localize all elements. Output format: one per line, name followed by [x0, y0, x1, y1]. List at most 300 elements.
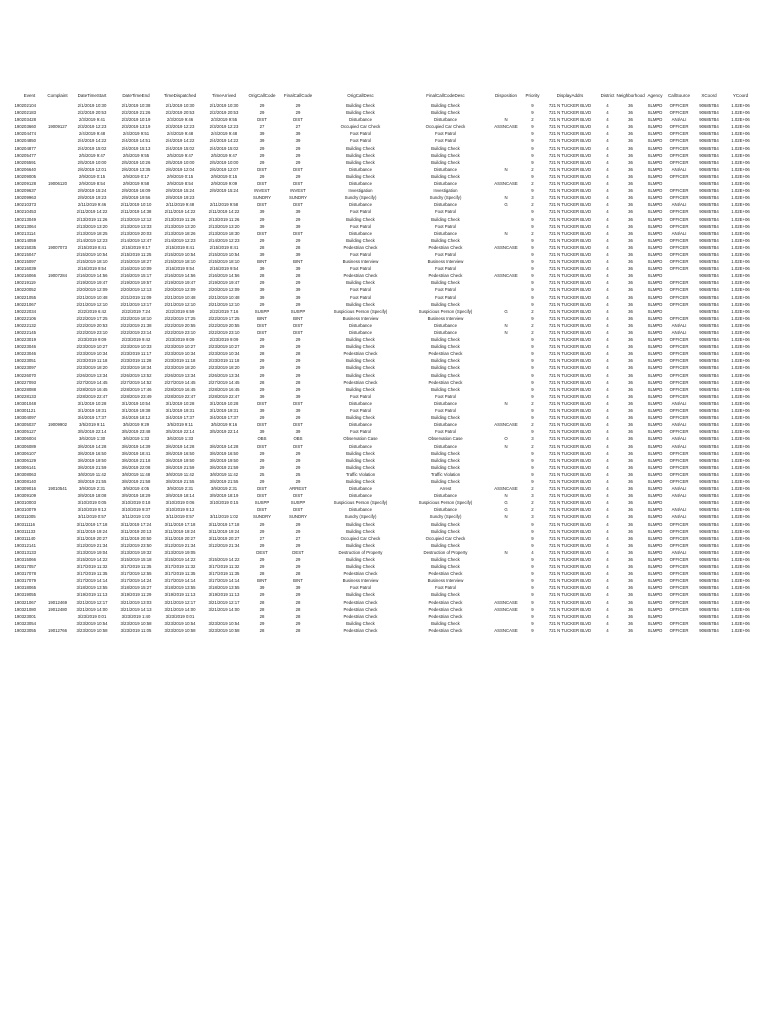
table-cell: 4: [606, 287, 609, 293]
table-cell: 906857B4: [699, 471, 719, 477]
table-cell: 3/8/2019 21:58: [121, 478, 151, 484]
table-cell: Pedestrian Check: [428, 571, 463, 577]
table-cell: Building Check: [431, 110, 460, 116]
table-cell: 4: [606, 173, 609, 179]
table-cell: 190323054: [14, 620, 37, 626]
table-cell: 36: [628, 280, 633, 286]
table-cell: 1.02E+06: [731, 195, 750, 201]
table-cell: Building Check: [346, 301, 375, 307]
table-row: [14, 301, 756, 308]
table-cell: 3/8/2019 21:55: [209, 478, 239, 484]
table-cell: 721 N TUCKER BLVD: [548, 138, 592, 144]
table-cell: 2/15/2019 10:54: [164, 251, 196, 257]
table-cell: SLMPD: [647, 429, 663, 435]
table-row: [14, 471, 756, 478]
table-cell: Building Check: [431, 173, 460, 179]
column-header: YCoord: [732, 93, 749, 98]
table-cell: 4: [606, 627, 609, 633]
table-cell: Disturbance: [349, 166, 372, 172]
table-cell: ASSNCASE: [494, 599, 518, 605]
table-cell: [488, 251, 524, 258]
table-cell: 2/11/2019 9:46: [77, 202, 107, 208]
table-cell: 36: [628, 450, 633, 456]
table-cell: SLMPD: [647, 471, 663, 477]
table-cell: 906857B4: [699, 415, 719, 421]
table-cell: 721 N TUCKER BLVD: [548, 606, 592, 612]
table-cell: [45, 216, 70, 223]
table-cell: 906857B4: [699, 166, 719, 172]
table-cell: 2/9/2019 0:17: [122, 173, 150, 179]
table-row: [14, 407, 756, 414]
table-cell: 4: [606, 365, 609, 371]
table-cell: 2/23/2019 10:27: [76, 344, 108, 350]
table-cell: 3/4/2019 17:37: [209, 415, 239, 421]
table-cell: 29: [295, 372, 301, 378]
table-cell: 190209963: [14, 195, 37, 201]
table-cell: 36: [628, 372, 633, 378]
table-cell: [45, 464, 70, 471]
table-cell: 721 N TUCKER BLVD: [548, 237, 592, 243]
table-cell: 36: [628, 542, 633, 548]
table-cell: 721 N TUCKER BLVD: [548, 124, 592, 130]
table-cell: [488, 471, 524, 478]
table-cell: 36: [628, 415, 633, 421]
table-cell: 2/4/2019 14:22: [209, 138, 239, 144]
table-cell: 4: [606, 578, 609, 584]
table-cell: DIST: [257, 322, 267, 328]
table-cell: 9: [531, 457, 534, 463]
table-cell: 36: [628, 549, 633, 555]
table-cell: 29: [295, 415, 301, 421]
table-cell: Pedestrian Check: [343, 244, 378, 250]
table-cell: [488, 563, 524, 570]
table-cell: Disturbance: [349, 400, 372, 406]
table-cell: 3/6/2019 1:33: [122, 436, 150, 442]
table-cell: 2/27/2019 14:52: [120, 379, 152, 385]
table-cell: DEST: [292, 549, 304, 555]
table-cell: 36: [628, 152, 633, 158]
table-cell: 2/13/2019 13:33: [120, 223, 152, 229]
table-cell: 4: [606, 606, 609, 612]
table-cell: Foot Patrol: [349, 209, 372, 215]
table-cell: 906857B4: [699, 287, 719, 293]
table-cell: 9: [531, 415, 534, 421]
table-cell: [488, 137, 524, 144]
table-cell: 3/6/2019 21:59: [165, 464, 195, 470]
table-cell: 3/6/2019 21:59: [77, 464, 107, 470]
table-cell: Foot Patrol: [434, 294, 457, 300]
table-cell: 2/5/2019 9:47: [78, 152, 106, 158]
table-cell: 29: [259, 159, 265, 165]
table-cell: 2/9/2019 15:24: [165, 188, 195, 194]
table-cell: 1.02E+06: [731, 592, 750, 598]
table-cell: 39: [259, 223, 265, 229]
table-cell: SLMPD: [647, 422, 663, 428]
table-cell: [488, 414, 524, 421]
table-cell: 3/23/2019 10:54: [76, 620, 108, 626]
table-cell: 3/9/2019 4:05: [122, 486, 150, 492]
table-cell: [488, 542, 524, 549]
table-cell: SLMPD: [647, 599, 663, 605]
table-cell: DIST: [293, 330, 303, 335]
table-cell: 9: [531, 124, 534, 130]
table-cell: 190317057: [14, 564, 37, 570]
table-cell: 9: [531, 379, 534, 385]
table-row: [14, 464, 756, 471]
table-row: [14, 443, 756, 450]
table-cell: 36: [628, 422, 633, 428]
table-cell: 2/23/2019 10:34: [164, 351, 196, 357]
table-cell: 19012766: [47, 627, 68, 633]
table-cell: 190312141: [14, 542, 37, 548]
table-cell: 906857B4: [699, 216, 719, 222]
table-row: [14, 272, 756, 279]
table-cell: Building Check: [346, 564, 375, 570]
table-cell: Observation Case: [343, 436, 378, 442]
table-cell: 36: [628, 209, 633, 215]
table-cell: 190221067: [14, 301, 37, 307]
table-cell: SLMPD: [647, 578, 663, 584]
table-cell: [45, 386, 70, 393]
table-cell: 2/4/2019 14:51: [121, 138, 151, 144]
table-cell: 36: [628, 443, 633, 449]
table-cell: 4: [606, 209, 609, 215]
table-cell: 36: [628, 620, 633, 626]
table-cell: 190205591: [14, 159, 37, 165]
table-cell: Disturbance: [434, 400, 457, 406]
table-cell: ANI/ALI: [671, 230, 687, 236]
table-cell: Building Check: [346, 103, 375, 108]
table-cell: 2/9/2019 16:09: [121, 188, 151, 194]
table-cell: SLMPD: [647, 103, 663, 108]
table-cell: 721 N TUCKER BLVD: [548, 386, 592, 392]
table-cell: Foot Patrol: [434, 223, 457, 229]
table-cell: Disturbance: [349, 117, 372, 123]
table-cell: 2/1/2019 10:30: [77, 103, 107, 108]
table-cell: 3/1/2019 19:31: [165, 408, 195, 414]
table-cell: OFFICER: [669, 464, 689, 470]
table-cell: 29: [259, 216, 265, 222]
table-cell: 190216039: [14, 266, 37, 272]
table-cell: 3/10/2019 9:12: [165, 507, 195, 513]
table-cell: Building Check: [431, 152, 460, 158]
table-cell: 2/1/2019 10:30: [165, 103, 195, 108]
table-cell: [488, 457, 524, 464]
table-cell: 2/15/2019 9:17: [121, 244, 151, 250]
table-cell: 28: [295, 613, 301, 619]
table-cell: [45, 577, 70, 584]
table-cell: 2/9/2019 8:54: [78, 181, 106, 187]
table-cell: 29: [295, 478, 301, 484]
table-cell: Pedestrian Check: [343, 351, 378, 357]
table-cell: OFFICER: [669, 408, 689, 414]
table-cell: 9: [531, 259, 534, 265]
table-cell: SUNDRY: [288, 514, 308, 520]
table-cell: N: [504, 514, 508, 520]
table-cell: Disturbance: [434, 322, 457, 328]
table-cell: SLMPD: [647, 259, 663, 265]
table-cell: 1.02E+06: [731, 166, 750, 172]
table-cell: 2/4/2019 14:22: [77, 138, 107, 144]
table-cell: 4: [606, 273, 609, 279]
table-cell: 36: [628, 379, 633, 385]
table-cell: 39: [295, 429, 301, 435]
table-cell: 3: [531, 514, 534, 520]
table-cell: SUNDRY: [288, 195, 308, 201]
table-cell: [488, 102, 524, 109]
table-cell: 1.02E+06: [731, 216, 750, 222]
table-cell: 3/17/2019 14:14: [164, 578, 196, 584]
table-cell: OFFICER: [669, 379, 689, 385]
table-cell: Building Check: [431, 386, 460, 392]
table-cell: 906857B4: [699, 400, 719, 406]
table-cell: [488, 450, 524, 457]
table-cell: 2/5/2019 10:00: [209, 159, 239, 165]
table-cell: 2/21/2019 12:10: [76, 301, 108, 307]
table-cell: 190226070: [14, 372, 37, 378]
table-row: [14, 279, 756, 286]
table-cell: 3/13/2019 19:32: [120, 549, 152, 555]
table-row: [14, 145, 756, 152]
table-cell: 906857B4: [699, 606, 719, 612]
table-cell: 2/23/2019 10:33: [120, 344, 152, 350]
table-cell: 2/6/2019 13:35: [121, 166, 151, 172]
table-cell: 39: [259, 294, 265, 300]
table-cell: [665, 272, 693, 279]
table-cell: 29: [259, 280, 265, 286]
table-cell: 28: [295, 351, 301, 357]
table-cell: Foot Patrol: [434, 266, 457, 272]
table-cell: OFFICER: [669, 209, 689, 215]
table-cell: Building Check: [346, 457, 375, 463]
table-cell: 28: [259, 613, 265, 619]
table-cell: 721 N TUCKER BLVD: [548, 514, 592, 520]
table-cell: Disturbance: [349, 422, 372, 428]
table-cell: 190228133: [14, 393, 37, 399]
table-row: [14, 528, 756, 535]
table-cell: 2/23/2019 11:18: [208, 358, 240, 364]
table-cell: 9: [531, 557, 534, 562]
table-cell: 36: [628, 464, 633, 470]
table-cell: 906857B4: [699, 145, 719, 151]
table-cell: 2/15/2019 11:25: [120, 251, 152, 257]
table-cell: 1.02E+06: [731, 620, 750, 626]
table-cell: 2/23/2019 9:09: [165, 337, 195, 343]
table-row: [14, 116, 756, 123]
table-cell: SUNDRY: [252, 195, 272, 201]
table-cell: [45, 492, 70, 499]
table-cell: 36: [628, 216, 633, 222]
table-cell: OFFICER: [669, 131, 689, 137]
table-cell: ANI/ALI: [671, 117, 687, 123]
table-cell: 2/4/2019 15:02: [77, 145, 107, 151]
table-cell: 3/11/2019 1:03: [121, 514, 151, 520]
table-cell: [45, 279, 70, 286]
table-cell: 9: [531, 301, 534, 307]
table-cell: Sundry (Specify): [344, 195, 377, 201]
table-cell: OFFICER: [669, 237, 689, 243]
table-cell: 2/20/2019 12:09: [76, 287, 108, 293]
table-cell: 19009902: [47, 422, 68, 428]
table-cell: SLMPD: [647, 337, 663, 343]
table-cell: OFFICER: [669, 337, 689, 343]
table-cell: [45, 159, 70, 166]
table-cell: 4: [606, 514, 609, 520]
table-cell: [488, 591, 524, 598]
table-cell: 3/8/2019 11:42: [165, 471, 195, 477]
table-cell: 3/6/2019 14:28: [165, 443, 195, 449]
table-cell: SLMPD: [647, 613, 663, 619]
table-cell: 2/22/2019 6:42: [77, 308, 107, 314]
table-cell: Disturbance: [434, 166, 457, 172]
table-cell: 39: [259, 429, 265, 435]
table-cell: [45, 478, 70, 485]
table-cell: Disturbance: [434, 507, 457, 513]
table-cell: 36: [628, 181, 633, 187]
table-cell: [45, 379, 70, 386]
table-cell: 1.02E+06: [731, 386, 750, 392]
column-header: OrigCallCode: [248, 93, 276, 98]
table-cell: 2/11/2019 14:22: [164, 209, 196, 215]
table-cell: 3/17/2019 12:55: [120, 571, 152, 577]
table-cell: 3/11/2019 0:57: [165, 514, 195, 520]
table-row: [14, 357, 756, 364]
table-cell: 2/28/2019 16:45: [164, 386, 196, 392]
table-row: [14, 265, 756, 272]
table-row: [14, 201, 756, 208]
table-cell: 29: [259, 110, 265, 116]
table-cell: 2/9/2019 19:23: [165, 195, 195, 201]
table-cell: 28: [295, 627, 301, 633]
table-cell: 3/9/2019 18:08: [77, 493, 107, 499]
table-cell: 4: [606, 500, 609, 506]
table-cell: [45, 535, 70, 542]
table-cell: 9: [531, 251, 534, 257]
table-cell: SLMPD: [647, 266, 663, 272]
table-cell: 9: [531, 337, 534, 343]
table-cell: 721 N TUCKER BLVD: [548, 244, 592, 250]
table-cell: 1.02E+06: [731, 393, 750, 399]
table-cell: Business Interview: [342, 578, 379, 584]
table-cell: [488, 286, 524, 293]
table-cell: 4: [606, 244, 609, 250]
table-cell: Building Check: [346, 365, 375, 371]
table-cell: 9: [531, 393, 534, 399]
table-cell: Foot Patrol: [349, 429, 372, 435]
table-cell: 3/21/2019 12:17: [208, 599, 240, 605]
table-cell: Pedestrian Check: [343, 599, 378, 605]
table-cell: 9: [531, 216, 534, 222]
table-cell: SLMPD: [647, 358, 663, 364]
table-cell: 190209128: [14, 181, 37, 187]
table-cell: Building Check: [431, 564, 460, 570]
table-cell: 906857B4: [699, 315, 719, 321]
table-cell: 2/4/2019 9:51: [122, 131, 150, 137]
table-cell: Destruction of Property: [423, 549, 468, 555]
table-row: [14, 230, 756, 237]
table-cell: 190223097: [14, 365, 37, 371]
table-row: [14, 478, 756, 485]
table-cell: 3/1/2019 10:28: [77, 400, 107, 406]
table-cell: 19010541: [47, 486, 68, 492]
table-cell: ANI/ALI: [671, 322, 687, 328]
table-cell: 4: [606, 322, 609, 328]
table-cell: 4: [606, 330, 609, 335]
table-cell: 190210453: [14, 209, 37, 215]
table-cell: [45, 556, 70, 563]
table-cell: 1.02E+06: [731, 301, 750, 307]
table-cell: 721 N TUCKER BLVD: [548, 209, 592, 215]
table-cell: Pedestrian Check: [428, 627, 463, 633]
table-cell: Pedestrian Check: [343, 627, 378, 633]
table-cell: Occupied Car Check: [425, 124, 466, 130]
table-cell: 721 N TUCKER BLVD: [548, 592, 592, 598]
table-cell: OFFICER: [669, 152, 689, 158]
table-cell: 721 N TUCKER BLVD: [548, 613, 592, 619]
table-cell: Business Interview: [342, 259, 379, 265]
table-cell: 906857B4: [699, 372, 719, 378]
table-cell: 1.02E+06: [731, 464, 750, 470]
table-cell: BINT: [257, 259, 267, 265]
table-cell: 721 N TUCKER BLVD: [548, 159, 592, 165]
table-cell: [202, 506, 246, 513]
table-cell: OFFICER: [669, 259, 689, 265]
table-cell: [45, 208, 70, 215]
table-cell: 29: [295, 386, 301, 392]
table-cell: 1.02E+06: [731, 173, 750, 179]
table-cell: 9: [531, 159, 534, 165]
table-cell: [45, 173, 70, 180]
table-cell: SLMPD: [647, 351, 663, 357]
table-cell: [665, 499, 693, 506]
table-cell: 29: [295, 457, 301, 463]
table-cell: 29: [295, 464, 301, 470]
table-cell: 1.02E+06: [731, 202, 750, 208]
table-cell: 190323055: [14, 627, 37, 633]
table-cell: 19006120: [47, 181, 68, 187]
table-row: [14, 315, 756, 322]
table-cell: 721 N TUCKER BLVD: [548, 117, 592, 123]
table-cell: 3/5/2019 9:11: [79, 422, 105, 428]
table-cell: Suspicious Person (Specify): [418, 500, 473, 506]
table-cell: 190309016: [14, 486, 37, 492]
table-cell: Building Check: [346, 280, 375, 286]
table-cell: 906857B4: [699, 620, 719, 626]
table-cell: 906857B4: [699, 330, 719, 335]
table-cell: 2/15/2019 8:41: [209, 244, 239, 250]
table-cell: 2/19/2019 19:47: [164, 280, 196, 286]
table-cell: 36: [628, 351, 633, 357]
table-cell: 29: [259, 386, 265, 392]
table-cell: [45, 109, 70, 116]
table-cell: 36: [628, 627, 633, 633]
column-header: OrigCallDesc: [347, 93, 374, 98]
table-row: [14, 414, 756, 421]
table-cell: 39: [295, 585, 301, 591]
table-cell: OFFICER: [669, 173, 689, 179]
table-cell: 721 N TUCKER BLVD: [548, 181, 592, 187]
table-cell: Sundry (Specify): [344, 514, 377, 520]
table-cell: OFFICER: [669, 216, 689, 222]
table-cell: 906857B4: [699, 429, 719, 435]
table-cell: [45, 237, 70, 244]
table-cell: SLMPD: [647, 542, 663, 548]
table-cell: 721 N TUCKER BLVD: [548, 627, 592, 633]
table-cell: 190210373: [14, 202, 37, 208]
table-cell: 36: [628, 557, 633, 562]
table-cell: Building Check: [431, 145, 460, 151]
table-cell: 2/4/2019 15:02: [165, 145, 195, 151]
